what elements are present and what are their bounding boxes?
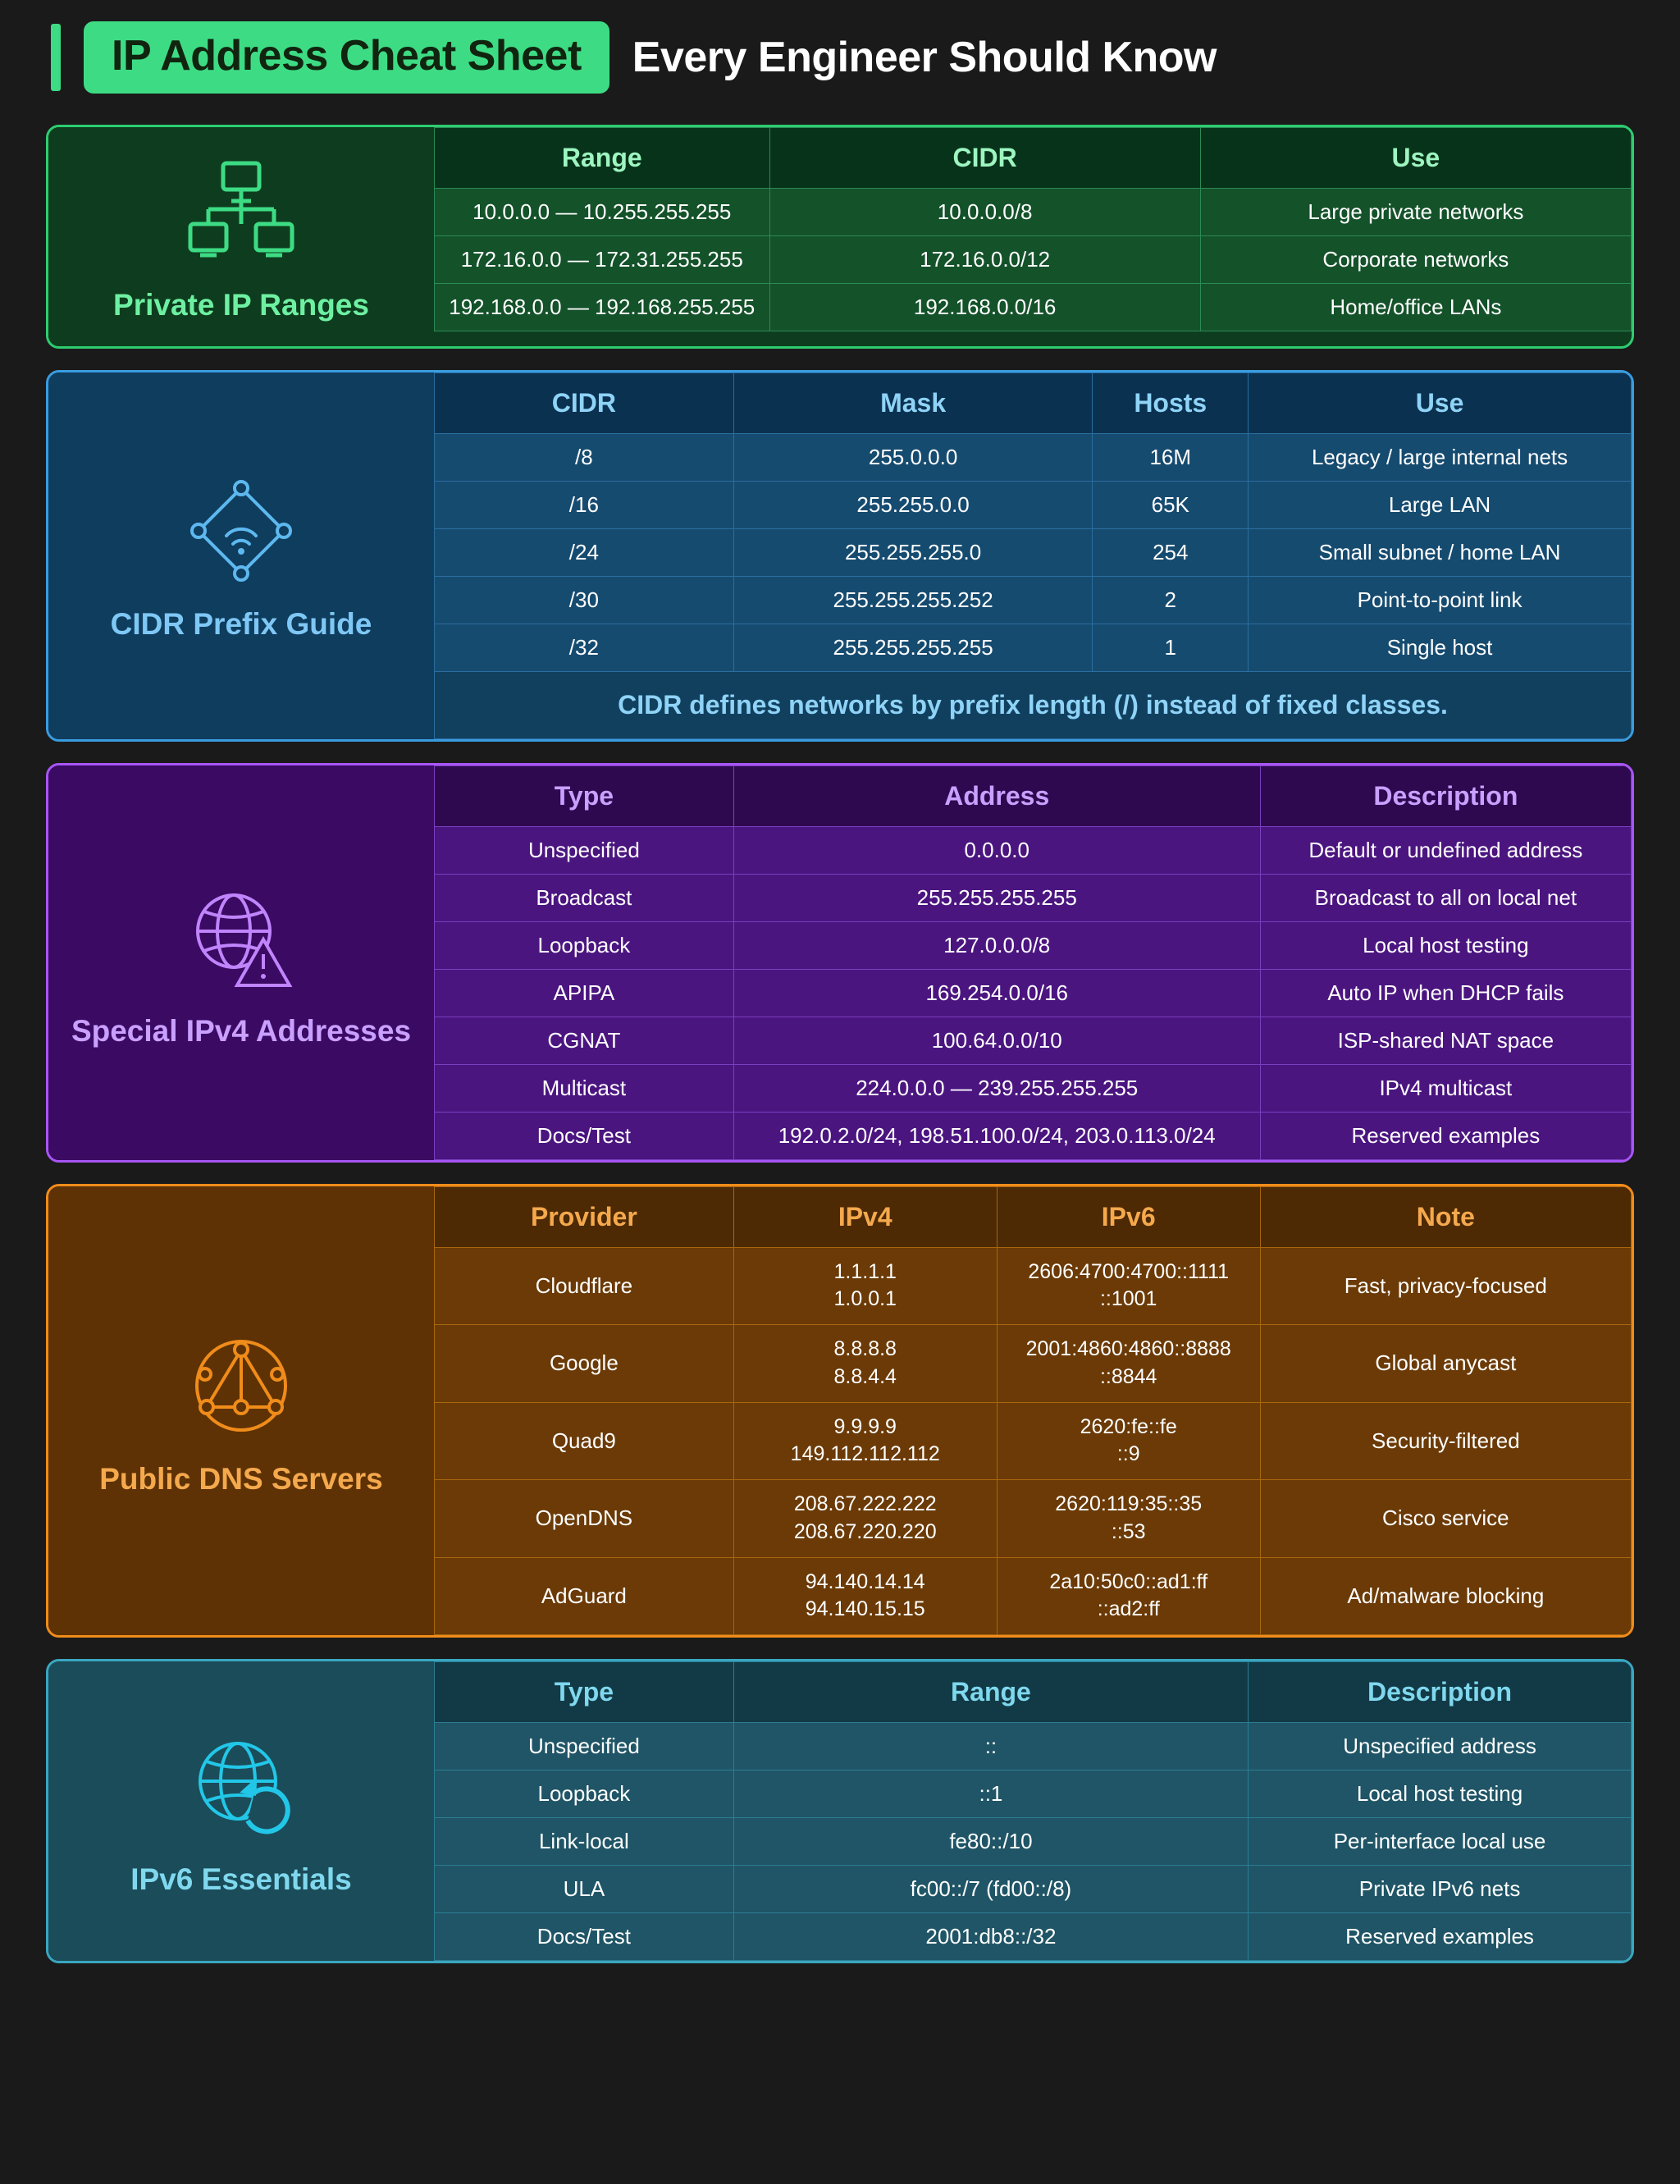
table-row xyxy=(435,481,1632,528)
globe-refresh-icon xyxy=(184,1725,299,1848)
cell-description: Local host testing xyxy=(1260,921,1631,969)
cell-mask: 255.0.0.0 xyxy=(733,433,1093,481)
col-address: Address xyxy=(733,765,1260,826)
cell-description: ISP-shared NAT space xyxy=(1260,1017,1631,1064)
section-title-ipv6: IPv6 Essentials xyxy=(130,1862,352,1897)
cell-type: Docs/Test xyxy=(435,1913,734,1961)
cell-ipv4: 8.8.8.8 8.8.4.4 xyxy=(733,1325,997,1403)
cell-range: 2001:db8::/32 xyxy=(733,1913,1248,1961)
cell-hosts: 1 xyxy=(1093,624,1249,671)
network-node-wifi-icon xyxy=(184,469,299,592)
page-subtitle: Every Engineer Should Know xyxy=(632,34,1217,81)
table-row xyxy=(435,433,1632,481)
col-type: Type xyxy=(435,765,734,826)
cell-use: Legacy / large internal nets xyxy=(1249,433,1632,481)
network-computers-icon xyxy=(184,150,299,273)
cell-mask: 255.255.255.252 xyxy=(733,576,1093,624)
cell-ipv6: 2620:119:35::35 ::53 xyxy=(997,1480,1260,1558)
table-row xyxy=(435,1723,1632,1771)
cell-range: fe80::/10 xyxy=(733,1818,1248,1866)
cidr-note: CIDR defines networks by prefix length (/) instead of fixed classes. xyxy=(435,671,1632,738)
table-row xyxy=(435,528,1632,576)
cell-ipv6: 2a10:50c0::ad1:ff ::ad2:ff xyxy=(997,1557,1260,1635)
cell-address: 0.0.0.0 xyxy=(733,826,1260,874)
page-header xyxy=(46,21,1634,94)
table-row xyxy=(435,1818,1632,1866)
cell-use: Point-to-point link xyxy=(1249,576,1632,624)
section-title-private: Private IP Ranges xyxy=(113,288,369,322)
col-type: Type xyxy=(435,1662,734,1723)
section-header-cidr xyxy=(48,372,434,739)
col-hosts: Hosts xyxy=(1093,372,1249,433)
col-use: Use xyxy=(1249,372,1632,433)
table-row xyxy=(435,921,1632,969)
section-cidr-prefix-guide xyxy=(46,370,1634,742)
section-table-dns xyxy=(434,1186,1632,1636)
cell-range: 10.0.0.0 — 10.255.255.255 xyxy=(435,189,770,236)
private-ip-table xyxy=(434,127,1632,331)
cell-hosts: 254 xyxy=(1093,528,1249,576)
table-note-row xyxy=(435,671,1632,738)
cell-mask: 255.255.255.255 xyxy=(733,624,1093,671)
cell-description: Local host testing xyxy=(1249,1771,1632,1818)
table-row xyxy=(435,1771,1632,1818)
globe-warning-icon xyxy=(180,876,303,999)
cell-description: Reserved examples xyxy=(1260,1112,1631,1159)
cell-range: :: xyxy=(733,1723,1248,1771)
table-row xyxy=(435,1402,1632,1480)
cell-description: Reserved examples xyxy=(1249,1913,1632,1961)
table-header-row xyxy=(435,1662,1632,1723)
cell-ipv6: 2001:4860:4860::8888 ::8844 xyxy=(997,1325,1260,1403)
col-cidr: CIDR xyxy=(435,372,734,433)
cell-note: Fast, privacy-focused xyxy=(1260,1247,1631,1325)
cell-provider: Cloudflare xyxy=(435,1247,734,1325)
cell-range: 192.168.0.0 — 192.168.255.255 xyxy=(435,284,770,331)
cell-use: Small subnet / home LAN xyxy=(1249,528,1632,576)
section-title-cidr: CIDR Prefix Guide xyxy=(110,606,372,641)
col-ipv6: IPv6 xyxy=(997,1186,1260,1247)
cell-use: Home/office LANs xyxy=(1200,284,1631,331)
cell-description: Broadcast to all on local net xyxy=(1260,874,1631,921)
cell-ipv4: 94.140.14.14 94.140.15.15 xyxy=(733,1557,997,1635)
cell-use: Single host xyxy=(1249,624,1632,671)
table-header-row xyxy=(435,128,1632,189)
cell-use: Large private networks xyxy=(1200,189,1631,236)
cell-type: Loopback xyxy=(435,921,734,969)
section-table-cidr xyxy=(434,372,1632,739)
section-ipv6-essentials xyxy=(46,1659,1634,1963)
col-mask: Mask xyxy=(733,372,1093,433)
cell-provider: Google xyxy=(435,1325,734,1403)
cell-type: CGNAT xyxy=(435,1017,734,1064)
table-header-row xyxy=(435,1186,1632,1247)
table-row xyxy=(435,1480,1632,1558)
cell-type: Docs/Test xyxy=(435,1112,734,1159)
special-ipv4-table xyxy=(434,765,1632,1160)
cell-provider: Quad9 xyxy=(435,1402,734,1480)
section-table-private xyxy=(434,127,1632,346)
table-row xyxy=(435,1064,1632,1112)
cell-description: IPv4 multicast xyxy=(1260,1064,1631,1112)
section-header-dns xyxy=(48,1186,434,1636)
col-note: Note xyxy=(1260,1186,1631,1247)
cell-ipv6: 2606:4700:4700::1111 ::1001 xyxy=(997,1247,1260,1325)
section-private-ip-ranges xyxy=(46,125,1634,349)
section-title-special: Special IPv4 Addresses xyxy=(71,1013,412,1048)
table-row xyxy=(435,1913,1632,1961)
cell-range: 172.16.0.0 — 172.31.255.255 xyxy=(435,236,770,284)
table-header-row xyxy=(435,765,1632,826)
section-header-special xyxy=(48,765,434,1160)
col-range: Range xyxy=(733,1662,1248,1723)
cell-cidr: /32 xyxy=(435,624,734,671)
section-table-ipv6 xyxy=(434,1661,1632,1961)
cidr-table xyxy=(434,372,1632,739)
cell-provider: AdGuard xyxy=(435,1557,734,1635)
cell-cidr: 10.0.0.0/8 xyxy=(769,189,1200,236)
page-title: IP Address Cheat Sheet xyxy=(84,21,609,94)
table-row xyxy=(435,624,1632,671)
cell-type: Link-local xyxy=(435,1818,734,1866)
cell-ipv4: 208.67.222.222 208.67.220.220 xyxy=(733,1480,997,1558)
cell-description: Default or undefined address xyxy=(1260,826,1631,874)
table-row xyxy=(435,576,1632,624)
table-row xyxy=(435,1866,1632,1913)
section-header-ipv6 xyxy=(48,1661,434,1961)
table-row xyxy=(435,874,1632,921)
cell-note: Ad/malware blocking xyxy=(1260,1557,1631,1635)
cell-address: 192.0.2.0/24, 198.51.100.0/24, 203.0.113.0/24 xyxy=(733,1112,1260,1159)
cell-ipv4: 9.9.9.9 149.112.112.112 xyxy=(733,1402,997,1480)
cell-note: Security-filtered xyxy=(1260,1402,1631,1480)
cell-description: Per-interface local use xyxy=(1249,1818,1632,1866)
table-row xyxy=(435,1325,1632,1403)
table-header-row xyxy=(435,372,1632,433)
col-provider: Provider xyxy=(435,1186,734,1247)
cell-note: Cisco service xyxy=(1260,1480,1631,1558)
cell-cidr: /24 xyxy=(435,528,734,576)
col-cidr: CIDR xyxy=(769,128,1200,189)
cell-mask: 255.255.255.0 xyxy=(733,528,1093,576)
cell-description: Unspecified address xyxy=(1249,1723,1632,1771)
col-use: Use xyxy=(1200,128,1631,189)
table-row xyxy=(435,826,1632,874)
col-range: Range xyxy=(435,128,770,189)
cell-type: APIPA xyxy=(435,969,734,1017)
cell-address: 224.0.0.0 — 239.255.255.255 xyxy=(733,1064,1260,1112)
section-public-dns-servers xyxy=(46,1184,1634,1638)
cell-type: Multicast xyxy=(435,1064,734,1112)
accent-bar xyxy=(51,24,61,91)
ipv6-table xyxy=(434,1661,1632,1961)
table-row xyxy=(435,236,1632,284)
cell-address: 100.64.0.0/10 xyxy=(733,1017,1260,1064)
cell-type: Unspecified xyxy=(435,826,734,874)
cell-description: Private IPv6 nets xyxy=(1249,1866,1632,1913)
table-row xyxy=(435,1557,1632,1635)
table-row xyxy=(435,284,1632,331)
cell-hosts: 65K xyxy=(1093,481,1249,528)
cell-address: 127.0.0.0/8 xyxy=(733,921,1260,969)
cell-provider: OpenDNS xyxy=(435,1480,734,1558)
cell-type: Broadcast xyxy=(435,874,734,921)
section-table-special xyxy=(434,765,1632,1160)
col-description: Description xyxy=(1260,765,1631,826)
dns-table xyxy=(434,1186,1632,1636)
cell-cidr: 192.168.0.0/16 xyxy=(769,284,1200,331)
cell-use: Large LAN xyxy=(1249,481,1632,528)
cell-range: fc00::/7 (fd00::/8) xyxy=(733,1866,1248,1913)
section-title-dns: Public DNS Servers xyxy=(99,1462,383,1496)
cell-ipv6: 2620:fe::fe ::9 xyxy=(997,1402,1260,1480)
table-row xyxy=(435,1112,1632,1159)
cell-address: 169.254.0.0/16 xyxy=(733,969,1260,1017)
cell-mask: 255.255.0.0 xyxy=(733,481,1093,528)
cell-type: Unspecified xyxy=(435,1723,734,1771)
cell-type: ULA xyxy=(435,1866,734,1913)
cell-description: Auto IP when DHCP fails xyxy=(1260,969,1631,1017)
section-header-private xyxy=(48,127,434,346)
table-row xyxy=(435,189,1632,236)
table-row xyxy=(435,1247,1632,1325)
cell-hosts: 16M xyxy=(1093,433,1249,481)
cell-ipv4: 1.1.1.1 1.0.0.1 xyxy=(733,1247,997,1325)
table-row xyxy=(435,969,1632,1017)
cell-use: Corporate networks xyxy=(1200,236,1631,284)
col-description: Description xyxy=(1249,1662,1632,1723)
col-ipv4: IPv4 xyxy=(733,1186,997,1247)
cell-cidr: 172.16.0.0/12 xyxy=(769,236,1200,284)
cell-hosts: 2 xyxy=(1093,576,1249,624)
cell-note: Global anycast xyxy=(1260,1325,1631,1403)
cell-cidr: /16 xyxy=(435,481,734,528)
table-row xyxy=(435,1017,1632,1064)
dns-graph-icon xyxy=(184,1324,299,1447)
cell-cidr: /8 xyxy=(435,433,734,481)
section-special-ipv4-addresses xyxy=(46,763,1634,1163)
cell-cidr: /30 xyxy=(435,576,734,624)
cell-type: Loopback xyxy=(435,1771,734,1818)
cell-range: ::1 xyxy=(733,1771,1248,1818)
cell-address: 255.255.255.255 xyxy=(733,874,1260,921)
